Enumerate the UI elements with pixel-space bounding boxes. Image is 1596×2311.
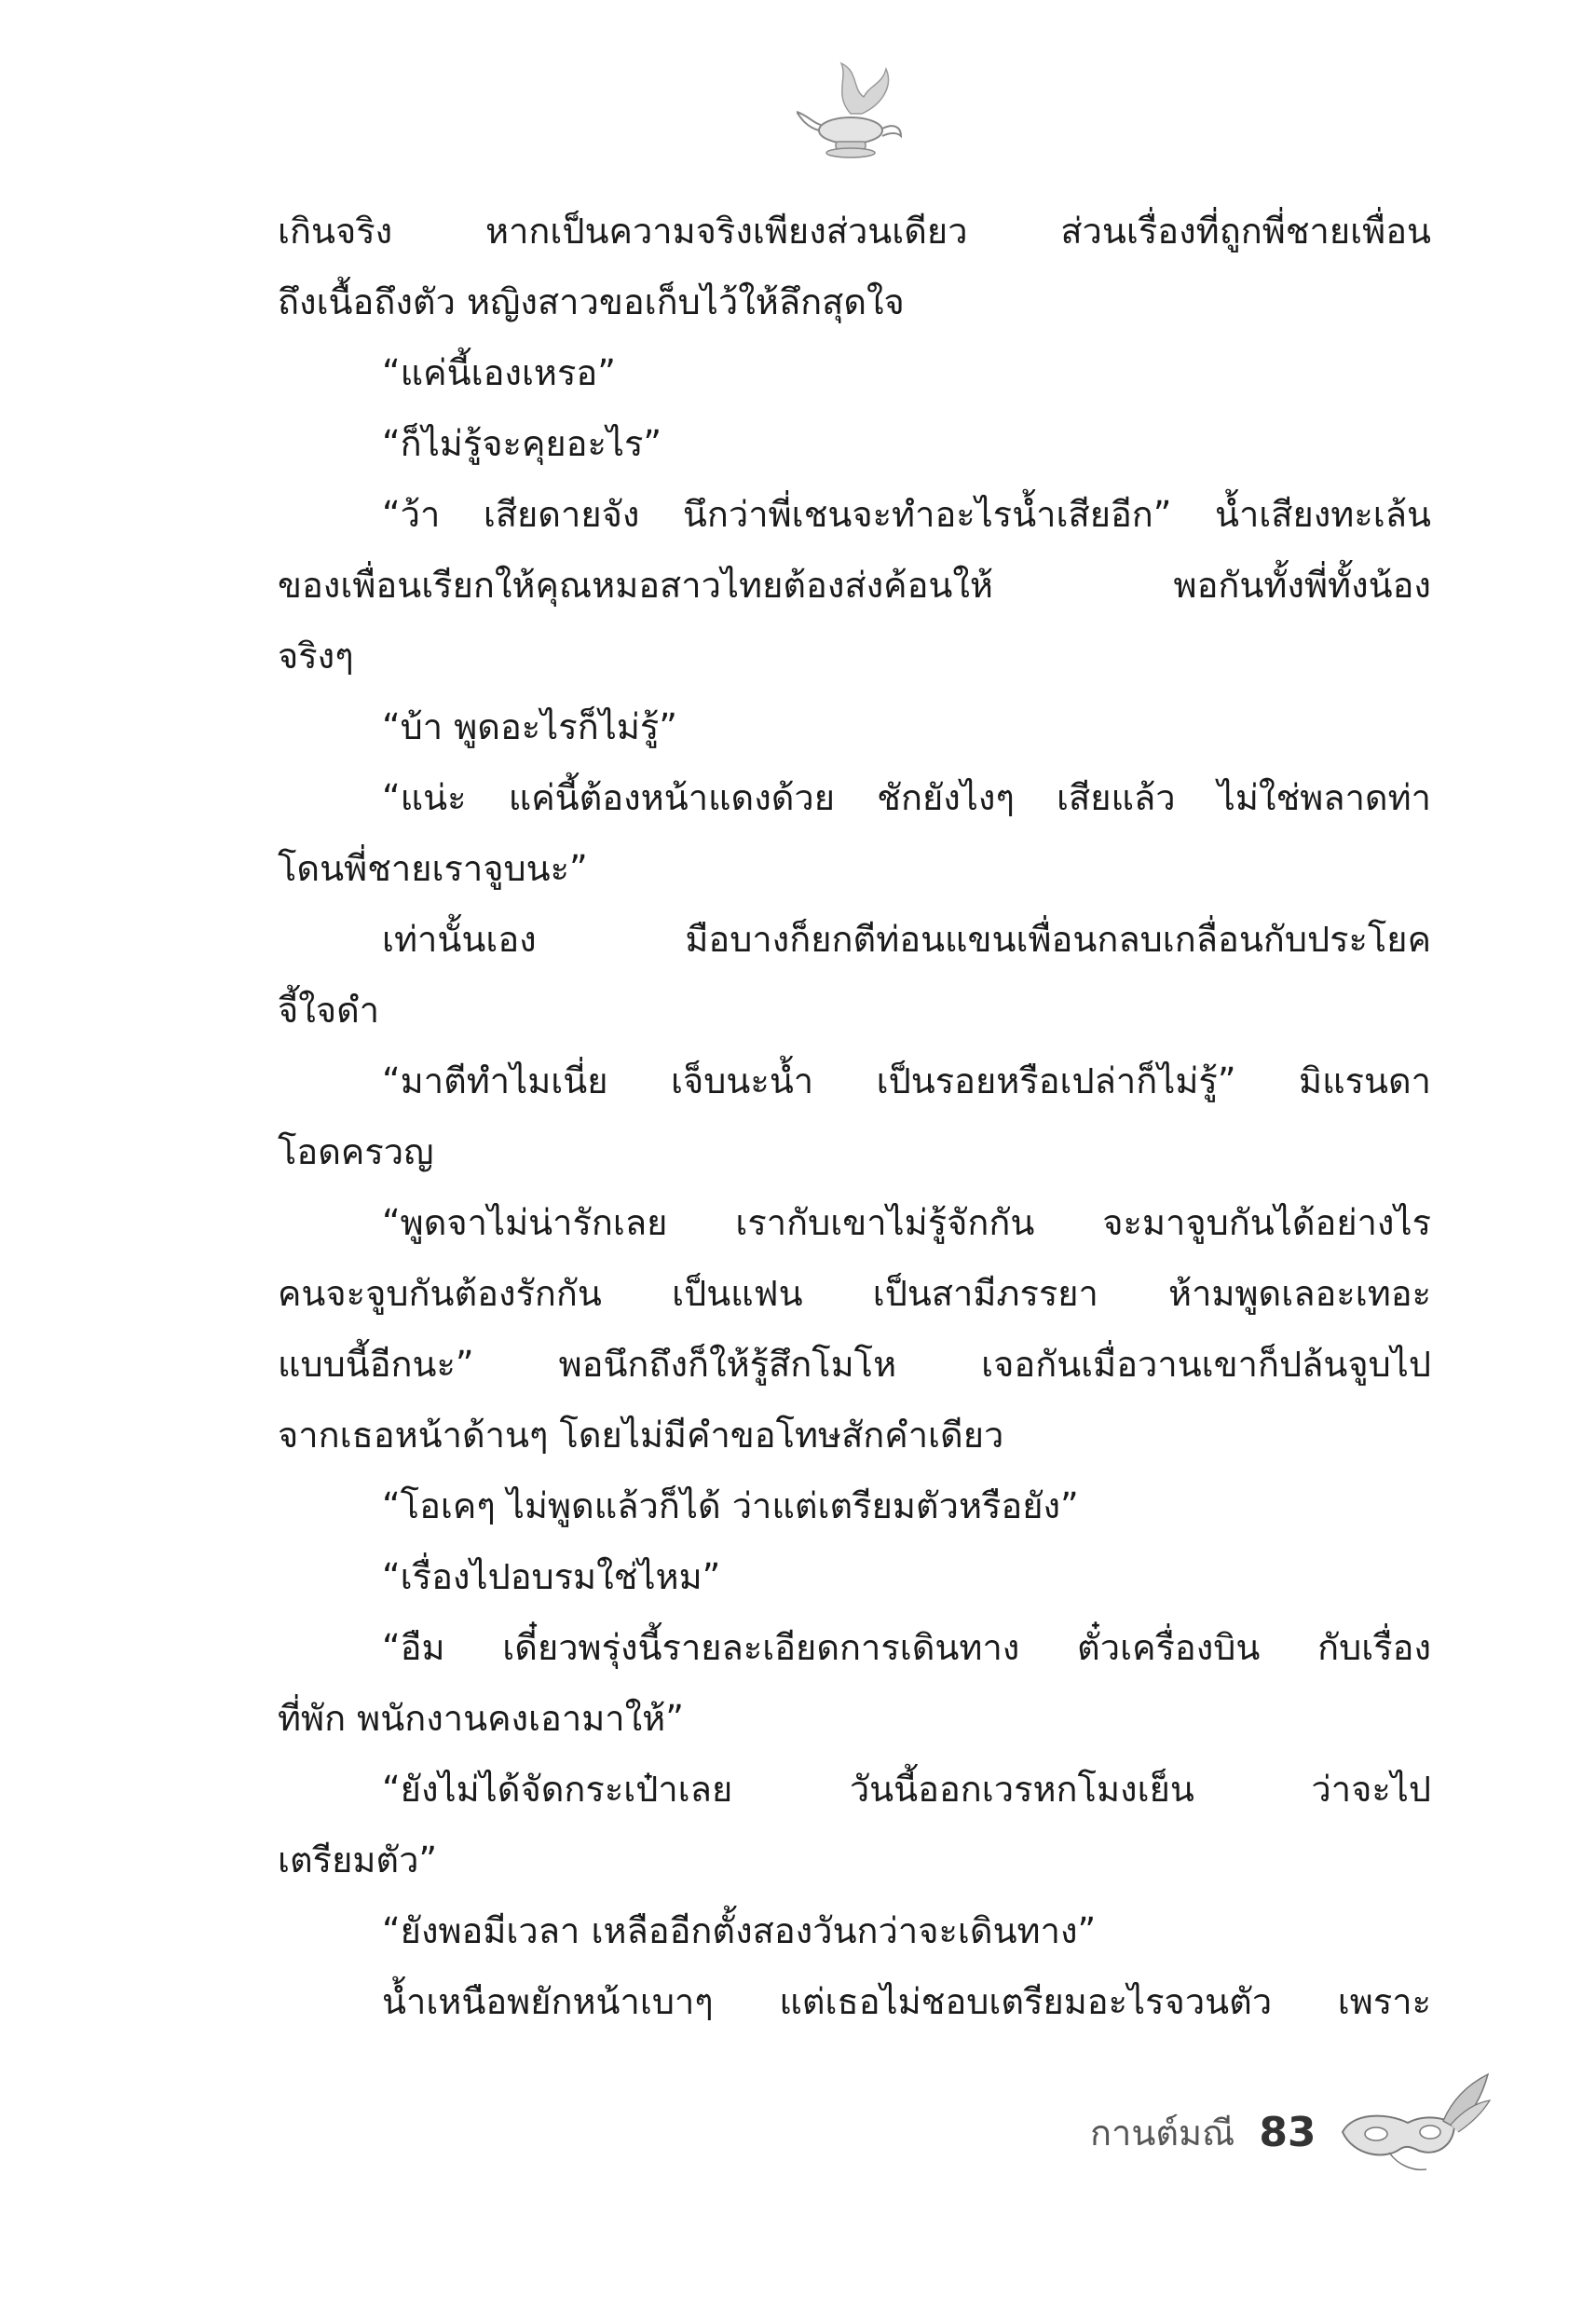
page-footer xyxy=(1090,2095,1492,2169)
text-line: “มาตีทำไมเนี่ย เจ็บนะน้ำ เป็นรอยหรือเปล่าก็ไม่รู้” มิแรนดา xyxy=(382,1060,1431,1101)
text-line: แบบนี้อีกนะ” พอนึกถึงก็ให้รู้สึกโมโห เจอกันเมื่อวานเขาก็ปล้นจูบไป xyxy=(278,1344,1431,1385)
text-line: จี้ใจดำ xyxy=(278,990,380,1031)
text-line: “อืม เดี๋ยวพรุ่งนี้รายละเอียดการเดินทาง ตั๋วเครื่องบิน กับเรื่อง xyxy=(382,1627,1431,1668)
text-line: โอดครวญ xyxy=(278,1131,434,1172)
text-line: ของเพื่อนเรียกให้คุณหมอสาวไทยต้องส่งค้อนให้ พอกันทั้งพี่ทั้งน้อง xyxy=(278,565,1431,606)
text-line: เท่านั้นเอง มือบางก็ยกตีท่อนแขนเพื่อนกลบเกลื่อนกับประโยค xyxy=(382,919,1431,960)
text-line: “แค่นี้เองเหรอ” xyxy=(382,352,616,393)
genie-lamp-icon xyxy=(797,58,908,160)
text-line: “ว้า เสียดายจัง นึกว่าพี่เชนจะทำอะไรน้ำเสียอีก” น้ำเสียงทะเล้น xyxy=(382,494,1431,535)
text-line: “เรื่องไปอบรมใช่ไหม” xyxy=(382,1556,721,1597)
text-line: น้ำเหนือพยักหน้าเบาๆ แต่เธอไม่ชอบเตรียมอะไรจวนตัว เพราะ xyxy=(382,1981,1431,2022)
text-line: “แน่ะ แค่นี้ต้องหน้าแดงด้วย ชักยังไงๆ เสียแล้ว ไม่ใช่พลาดท่า xyxy=(382,777,1431,818)
text-line: “ยังพอมีเวลา เหลืออีกตั้งสองวันกว่าจะเดินทาง” xyxy=(382,1910,1097,1951)
text-line: “ยังไม่ได้จัดกระเป๋าเลย วันนี้ออกเวรหกโมงเย็น ว่าจะไป xyxy=(382,1769,1431,1810)
text-line: เตรียมตัว” xyxy=(278,1839,438,1880)
body-text xyxy=(278,196,1431,2037)
text-line: “บ้า พูดอะไรก็ไม่รู้” xyxy=(382,706,677,747)
author-name: กานต์มณี xyxy=(1090,2112,1235,2154)
text-line: จริงๆ xyxy=(278,636,354,677)
text-line: “โอเคๆ ไม่พูดแล้วก็ได้ ว่าแต่เตรียมตัวหรือยัง” xyxy=(382,1485,1079,1526)
text-line: จากเธอหน้าด้านๆ โดยไม่มีคำขอโทษสักคำเดียว xyxy=(278,1415,1004,1456)
page-number: 83 xyxy=(1259,2108,1316,2156)
text-line: “ก็ไม่รู้จะคุยอะไร” xyxy=(382,423,662,464)
text-line: ถึงเนื้อถึงตัว หญิงสาวขอเก็บไว้ให้ลึกสุดใจ xyxy=(278,281,905,322)
text-line: ที่พัก พนักงานคงเอามาให้” xyxy=(278,1698,684,1739)
masquerade-mask-icon xyxy=(1333,2067,1492,2179)
text-line: เกินจริง หากเป็นความจริงเพียงส่วนเดียว ส่วนเรื่องที่ถูกพี่ชายเพื่อน xyxy=(278,211,1431,252)
text-line: คนจะจูบกันต้องรักกัน เป็นแฟน เป็นสามีภรรยา ห้ามพูดเลอะเทอะ xyxy=(278,1273,1431,1314)
text-line: โดนพี่ชายเราจูบนะ” xyxy=(278,848,588,889)
text-line: “พูดจาไม่น่ารักเลย เรากับเขาไม่รู้จักกัน จะมาจูบกันได้อย่างไร xyxy=(382,1202,1431,1243)
